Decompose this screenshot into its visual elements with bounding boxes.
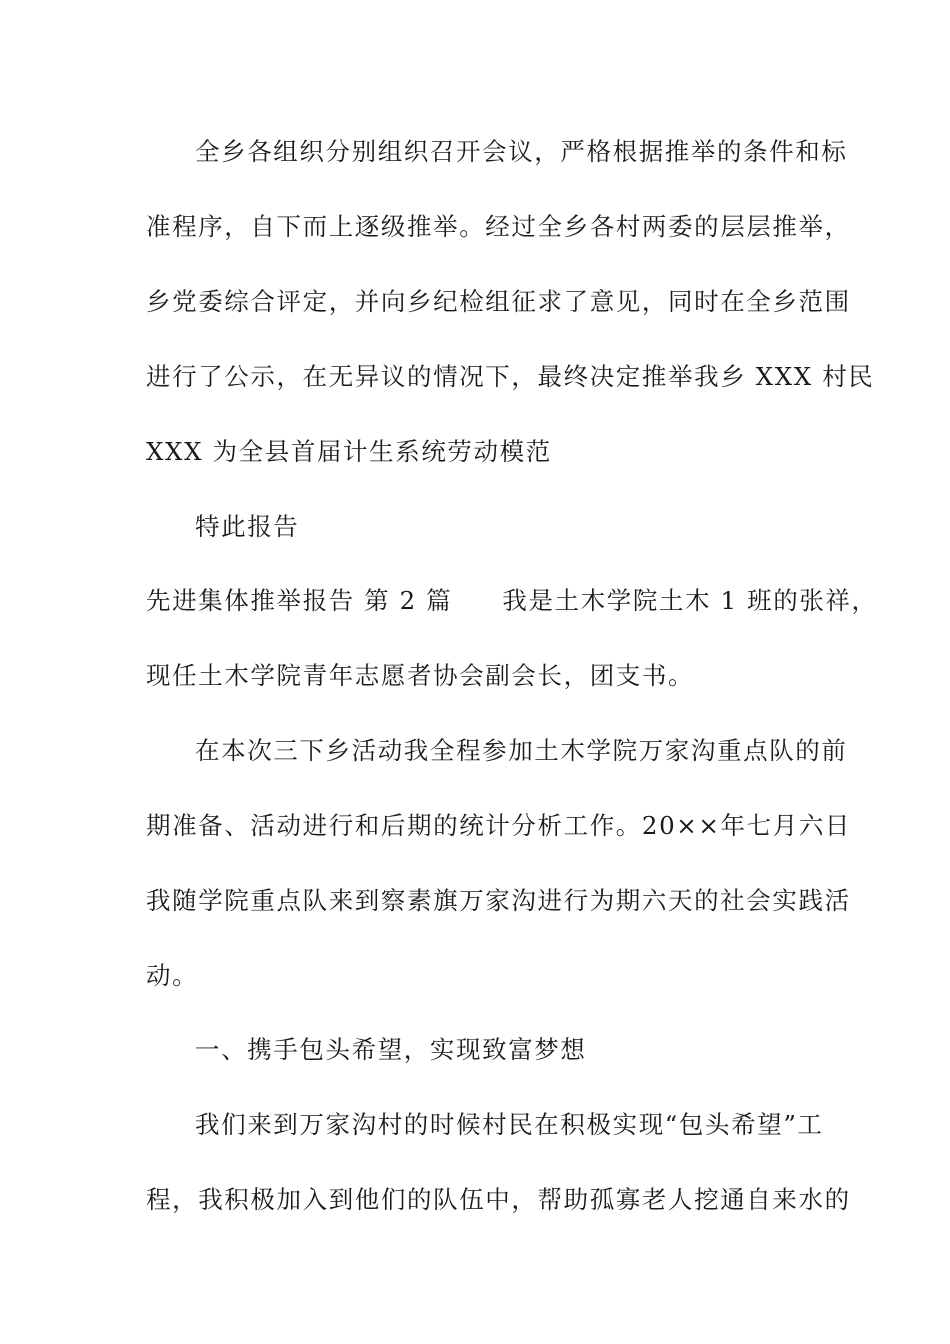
paragraph-line: 我们来到万家沟村的时候村民在积极实现“包头希望”工 <box>195 1110 824 1139</box>
subheading-line: 一、携手包头希望，实现致富梦想 <box>195 1035 587 1064</box>
paragraph-line: 全乡各组织分别组织召开会议，严格根据推举的条件和标 <box>195 137 848 166</box>
section-intro: 我是土木学院土木 1 班的张祥， <box>502 586 878 615</box>
paragraph-line: 乡党委综合评定，并向乡纪检组征求了意见，同时在全乡范围 <box>146 287 851 316</box>
paragraph-line: 准程序，自下而上逐级推举。经过全乡各村两委的层层推举， <box>146 212 851 241</box>
paragraph-line: 我随学院重点队来到察素旗万家沟进行为期六天的社会实践活 <box>146 886 851 915</box>
closing-line: 特此报告 <box>195 512 300 541</box>
paragraph-line: 程，我积极加入到他们的队伍中，帮助孤寡老人挖通自来水的 <box>146 1185 851 1214</box>
paragraph-line: 在本次三下乡活动我全程参加土木学院万家沟重点队的前 <box>195 736 848 765</box>
section-heading: 先进集体推举报告 第 2 篇 <box>146 586 453 615</box>
paragraph-line: XXX 为全县首届计生系统劳动模范 <box>146 437 552 466</box>
paragraph-line: 现任土木学院青年志愿者协会副会长，团支书。 <box>146 661 695 690</box>
paragraph-line: 进行了公示，在无异议的情况下，最终决定推举我乡 XXX 村民 <box>146 362 875 391</box>
paragraph-line: 期准备、活动进行和后期的统计分析工作。20××年七月六日 <box>146 811 852 840</box>
paragraph-line: 动。 <box>146 961 199 990</box>
section-heading-line <box>146 585 878 617</box>
